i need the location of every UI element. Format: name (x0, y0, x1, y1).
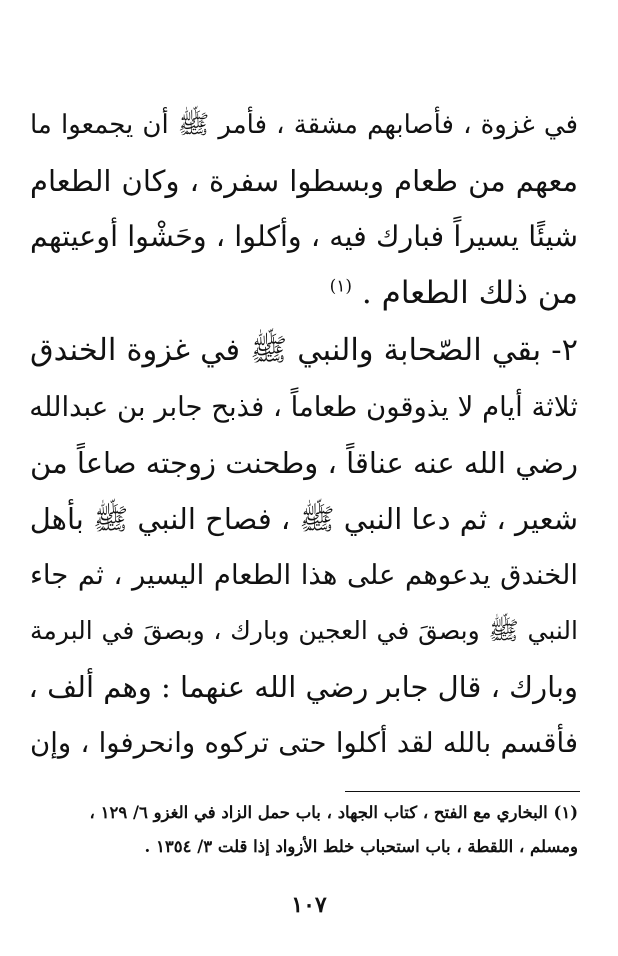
paragraph-2-line-5: الخندق يدعوهم على هذا الطعام اليسير ، ثم جاء (30, 559, 578, 591)
paragraph-1-line-1: في غزوة ، فأصابهم مشقة ، فأمر ﷺ أن يجمعوا ما (30, 110, 578, 140)
footnote-1-line-2: ومسلم ، اللقطة ، باب استحباب خلط الأزواد إذا قلت ٣/ ١٣٥٤ . (144, 837, 578, 856)
paragraph-2-line-6: النبي ﷺ وبصقَ في العجين وبارك ، وبصقَ في البرمة (30, 616, 578, 645)
paragraph-1-line-4 (30, 265, 578, 321)
paragraph-2-line-7: وبارك ، قال جابر رضي الله عنهما : وهم ألف ، (28, 670, 578, 704)
paragraph-1-line-2: معهم من طعام وبسطوا سفرة ، وكان الطعام (30, 164, 578, 198)
paragraph-2-line-2: ثلاثة أيام لا يذوقون طعاماً ، فذبح جابر بن عبدالله (29, 391, 578, 423)
footnote-1-line-1: (١) البخاري مع الفتح ، كتاب الجهاد ، باب حمل الزاد في الغزو ٦/ ١٢٩ ، (89, 803, 578, 822)
paragraph-2-line-3: رضي الله عنه عناقاً ، وطحنت زوجته صاعاً من (30, 446, 578, 480)
page-number: ١٠٧ (291, 892, 327, 918)
paragraph-1-line-3: شيئًا يسيراً فبارك فيه ، وأكلوا ، وحَشْوا أوعيتهم (30, 220, 578, 253)
footnote-reference-1: (١) (329, 276, 353, 297)
paragraph-2-line-4: شعير ، ثم دعا النبي ﷺ ، فصاح النبي ﷺ بأهل (29, 502, 578, 536)
paragraph-1-line-4-text: من ذلك الطعام . (361, 275, 578, 311)
paragraph-2-line-8: فأقسم بالله لقد أكلوا حتى تركوه وانحرفوا ، وإن (30, 727, 578, 759)
footnote-separator (345, 791, 580, 792)
paragraph-2-line-1: ٢- بقي الصّحابة والنبي ﷺ في غزوة الخندق (30, 333, 578, 368)
